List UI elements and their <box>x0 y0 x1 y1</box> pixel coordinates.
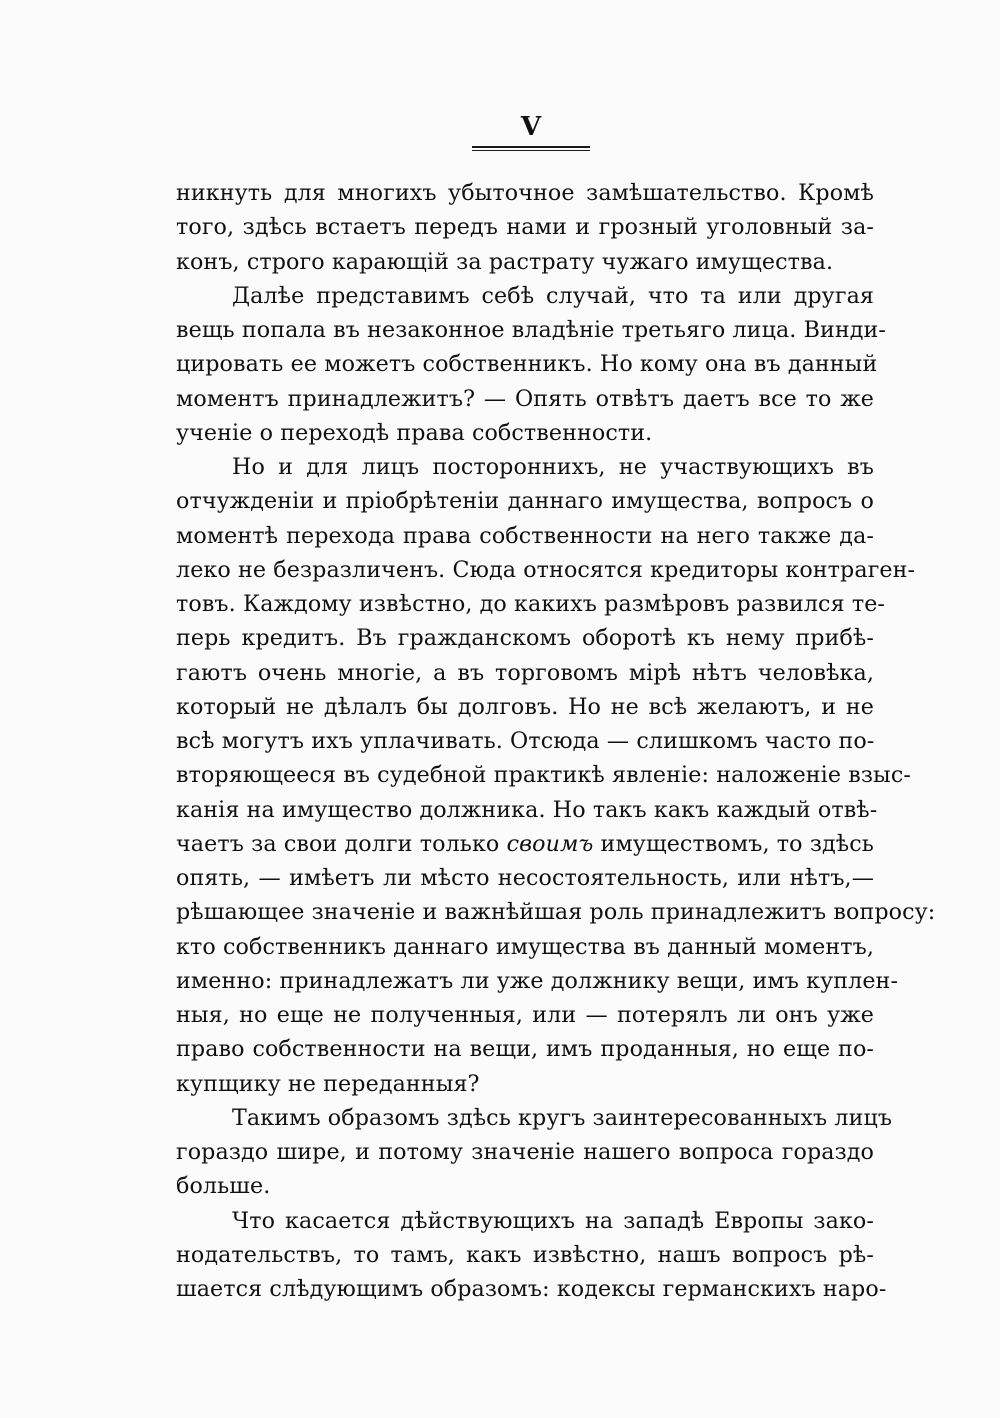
text-line: вещь попала въ незаконное владѣніе третьяго лица. Винди- <box>176 317 886 343</box>
text-line: гаютъ очень многіе, а въ торговомъ мірѣ нѣтъ человѣка, <box>176 659 874 686</box>
paragraph <box>176 1101 893 1204</box>
paragraph <box>176 1204 887 1307</box>
emphasized-word: своимъ <box>506 830 594 857</box>
text-line: ныя, но еще не полученныя, или — потерялъ ли онъ уже <box>176 1002 874 1028</box>
text-line: который не дѣлалъ бы долговъ. Но не всѣ желаютъ, и не <box>176 693 874 720</box>
text-line: ученіе о переходѣ права собственности. <box>176 419 653 446</box>
text-line: Далѣе представимъ себѣ случай, что та или другая <box>232 282 874 309</box>
text-line: конъ, строго карающій за растрату чужаго имущества. <box>176 248 834 275</box>
page-number: V <box>520 112 542 142</box>
text-line: гораздо шире, и потому значеніе нашего вопроса гораздо <box>176 1139 874 1165</box>
text-line: никнуть для многихъ убыточное замѣшательство. Кромѣ <box>176 180 874 206</box>
text-line: цировать ее можетъ собственникъ. Но кому она въ данный <box>176 351 878 378</box>
text-line-with-emphasis: чаетъ за свои долги только своимъ имуществомъ, то здѣсь <box>176 830 874 857</box>
text-line: отчужденіи и пріобрѣтеніи даннаго имущества, вопросъ о <box>176 488 874 515</box>
text-line: рѣшающее значеніе и важнѣйшая роль принадлежитъ вопросу: <box>176 899 936 926</box>
text-line: купщику не переданныя? <box>176 1070 480 1097</box>
text-line: канія на имущество должника. Но такъ какъ каждый отвѣ- <box>176 796 878 823</box>
text-line: товъ. Каждому извѣстно, до какихъ размѣровъ развился те- <box>176 591 886 617</box>
text-line: опять, — имѣетъ ли мѣсто несостоятельность, или нѣтъ,— <box>176 865 874 891</box>
body-text <box>176 176 936 1306</box>
text-line: моментъ принадлежитъ? — Опять отвѣтъ даетъ все то же <box>176 385 874 412</box>
paragraph <box>176 176 874 279</box>
text-line: Что касается дѣйствующихъ на западѣ Европы зако- <box>232 1207 874 1234</box>
text-line: Но и для лицъ постороннихъ, не участвующихъ въ <box>232 454 874 480</box>
text-line: всѣ могутъ ихъ уплачивать. Отсюда — слишкомъ часто по- <box>176 728 875 754</box>
paragraph <box>176 450 936 1101</box>
text-line: Такимъ образомъ здѣсь кругъ заинтересованныхъ лицъ <box>232 1104 893 1131</box>
text-line: перь кредитъ. Въ гражданскомъ оборотѣ къ нему прибѣ- <box>176 625 874 652</box>
text-line: того, здѣсь встаетъ передъ нами и грозный уголовный за- <box>176 214 874 241</box>
text-line: шается слѣдующимъ образомъ: кодексы германскихъ наро- <box>176 1276 887 1302</box>
text-line: вторяющееся въ судебной практикѣ явленіе: наложеніе взыс- <box>176 762 911 789</box>
text-line: право собственности на вещи, имъ проданныя, но еще по- <box>176 1036 874 1063</box>
paragraph <box>176 279 886 450</box>
text-line: леко не безразличенъ. Сюда относятся кредиторы контраген- <box>176 556 916 583</box>
page-header <box>472 112 590 151</box>
header-rule <box>472 146 590 151</box>
text-line: нодательствъ, то тамъ, какъ извѣстно, нашъ вопросъ рѣ- <box>176 1241 874 1268</box>
text-line: именно: принадлежатъ ли уже должнику вещи, имъ куплен- <box>176 967 899 994</box>
text-line: моментѣ перехода права собственности на него также да- <box>176 522 874 549</box>
text-line: больше. <box>176 1173 271 1200</box>
text-line: кто собственникъ даннаго имущества въ данный моментъ, <box>176 933 874 960</box>
